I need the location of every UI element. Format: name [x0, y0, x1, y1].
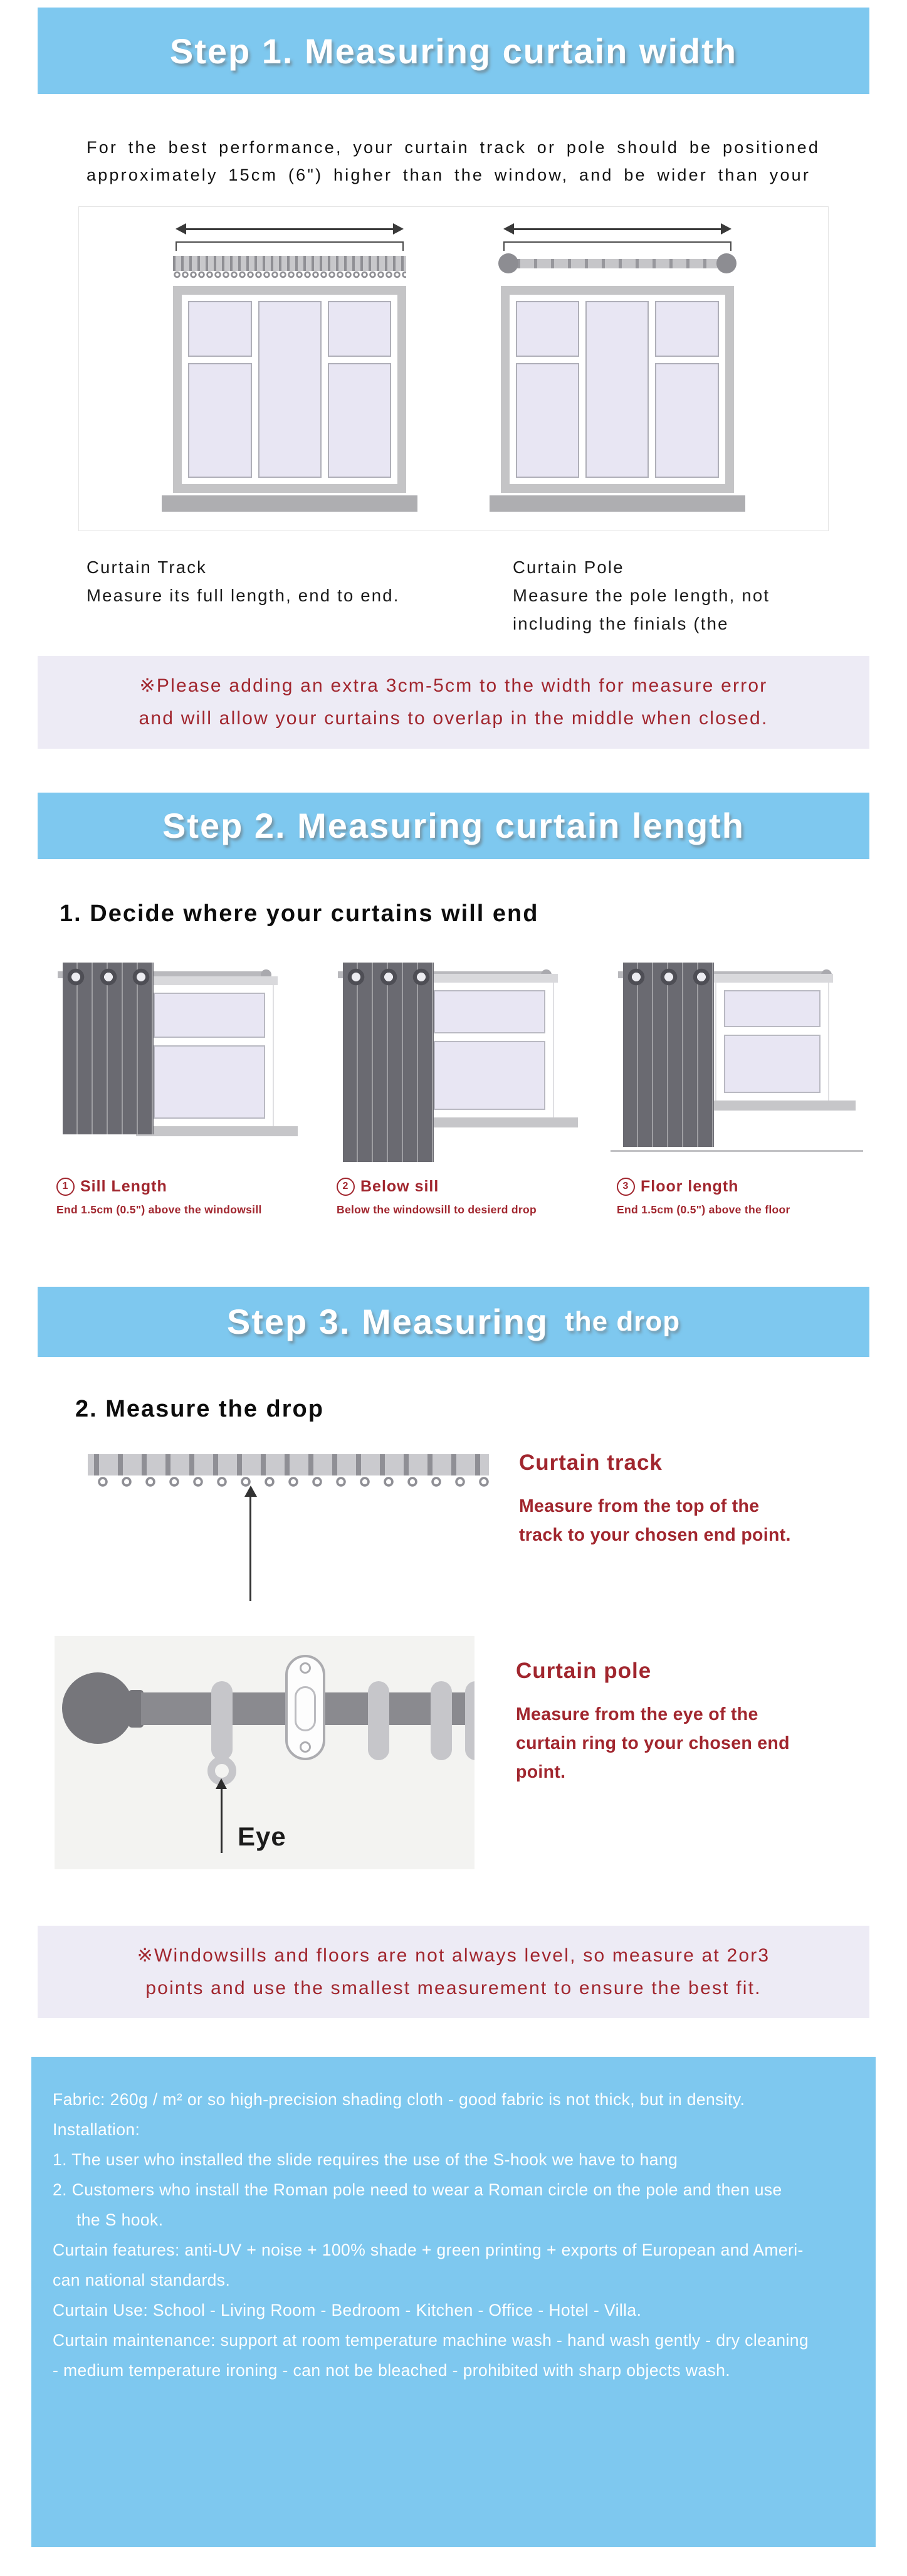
- track-drop-illustration: [88, 1450, 489, 1601]
- window-pane: [258, 301, 322, 478]
- step1-intro-line2: approximately 15cm (6") higher than the window, and be wider than your: [87, 165, 811, 184]
- curtain-track-graphic: [88, 1454, 489, 1475]
- option-description: Below the windowsill to desierd drop: [337, 1203, 537, 1216]
- track-caption: [87, 554, 475, 638]
- window-pane: [434, 1041, 545, 1110]
- curtain-length-options: [50, 953, 863, 1217]
- option-below-sill: [330, 953, 583, 1217]
- option-label: Floor length: [641, 1177, 739, 1195]
- window-pane: [188, 301, 251, 357]
- circled-number-icon: 3: [617, 1178, 635, 1196]
- track-instructions: [519, 1450, 791, 1601]
- level-warning-line1: ※Windowsills and floors are not always level, so measure at 2or3: [137, 1945, 770, 1966]
- step3-title-suffix: the drop: [565, 1306, 681, 1337]
- option-sill-length: [50, 953, 303, 1217]
- up-arrow-icon: [221, 1788, 223, 1853]
- window-pane: [328, 301, 391, 357]
- level-warning-line2: points and use the smallest measurement to ensure the best fit.: [145, 1977, 762, 1998]
- eye-label: Eye: [238, 1821, 286, 1851]
- step1-header-band: [38, 8, 869, 94]
- curtain-graphic: [343, 963, 434, 1162]
- step1-intro-paragraph: [87, 134, 869, 189]
- circled-number-icon: 2: [337, 1178, 355, 1196]
- detail-line-use: Curtain Use: School - Living Room - Bedroom - Kitchen - Office - Hotel - Villa.: [53, 2301, 642, 2320]
- windowsill-graphic: [162, 495, 417, 512]
- pole-desc-line1: Measure from the eye of the: [516, 1704, 758, 1724]
- bracket-slot-graphic: [295, 1686, 316, 1731]
- option-floor-length: [611, 953, 863, 1217]
- window-pane: [154, 993, 265, 1038]
- detail-line-fabric: Fabric: 260g / m² or so high-precision shading cloth - good fabric is not thick, but in density.: [53, 2090, 745, 2109]
- windowsill-graphic: [136, 1126, 298, 1136]
- windowsill-graphic: [709, 1101, 856, 1111]
- curtain-track-graphic: [173, 256, 406, 271]
- track-instructions-body: [519, 1492, 791, 1549]
- window-column-right: [328, 301, 391, 478]
- width-arrow-icon: [506, 228, 729, 230]
- floor-length-illustration: [611, 953, 863, 1163]
- detail-line-installation: Installation:: [53, 2120, 140, 2140]
- step2-subheading: 1. Decide where your curtains will end: [60, 900, 539, 927]
- pole-drop-illustration: [55, 1636, 474, 1869]
- option-description: End 1.5cm (0.5") above the windowsill: [56, 1203, 262, 1216]
- pole-caption: [513, 554, 864, 638]
- pole-caption-title: Curtain Pole: [513, 557, 624, 578]
- window-pane: [585, 301, 649, 478]
- detail-line-maintenance-2: - medium temperature ironing - can not be bleached - prohibited with sharp objects wash.: [53, 2361, 731, 2380]
- pole-instructions-body: [516, 1700, 790, 1787]
- step1-intro-line1: For the best performance, your curtain track or pole should be positioned: [87, 138, 820, 157]
- window-pane: [724, 990, 820, 1028]
- curtain-pole-row: [517, 256, 718, 271]
- window-pane: [188, 363, 251, 478]
- window-pane: [434, 990, 545, 1033]
- curtain-ring-graphic: [211, 1681, 233, 1760]
- curtain-graphic: [63, 963, 154, 1134]
- window-pane: [328, 363, 391, 478]
- window-pane: [154, 1045, 265, 1119]
- circled-number-icon: 1: [56, 1178, 75, 1196]
- window-column-middle: [258, 301, 322, 478]
- pole-instructions: [516, 1636, 790, 1869]
- finial-graphic: [62, 1672, 134, 1744]
- curtain-ring-graphic: [431, 1681, 452, 1760]
- detail-line-install-2b: the S hook.: [76, 2210, 164, 2230]
- window-graphic: [426, 983, 553, 1117]
- window-pane: [516, 363, 579, 478]
- measure-bracket-icon: [503, 241, 731, 251]
- pole-instructions-title: Curtain pole: [516, 1658, 652, 1683]
- track-caption-title: Curtain Track: [87, 557, 207, 578]
- detail-line-install-2: 2. Customers who install the Roman pole need to wear a Roman circle on the pole and then use: [53, 2180, 782, 2200]
- option-title: [56, 1178, 303, 1196]
- window-graphic: [146, 985, 273, 1126]
- curtain-pole-graphic: [517, 259, 718, 268]
- step3-title: Step 3. Measuring: [226, 1302, 549, 1342]
- option-title: [617, 1178, 863, 1196]
- track-instructions-title: Curtain track: [519, 1450, 663, 1475]
- pole-caption-line1: Measure the pole length, not: [513, 586, 770, 606]
- detail-line-install-1: 1. The user who installed the slide requires the use of the S-hook we have to hang: [53, 2150, 678, 2170]
- window-column-left: [516, 301, 579, 478]
- window-graphic: [173, 286, 406, 493]
- track-desc-line1: Measure from the top of the: [519, 1496, 760, 1516]
- up-arrow-icon: [249, 1496, 251, 1601]
- step1-title: Step 1. Measuring curtain width: [169, 31, 738, 71]
- floor-line-graphic: [611, 1150, 863, 1152]
- window-column-left: [188, 301, 251, 478]
- pole-caption-line2: including the finials (the: [513, 614, 729, 634]
- measure-bracket-icon: [176, 241, 404, 251]
- step2-title: Step 2. Measuring curtain length: [162, 806, 745, 846]
- window-graphic: [716, 983, 827, 1101]
- window-pane: [655, 301, 718, 357]
- pole-desc-line3: point.: [516, 1762, 566, 1782]
- option-title: [337, 1178, 583, 1196]
- option-label: Below sill: [360, 1177, 439, 1195]
- width-warning-line1: ※Please adding an extra 3cm-5cm to the width for measure error: [139, 675, 768, 696]
- measure-track-row: [88, 1450, 907, 1601]
- width-arrow-icon: [178, 228, 401, 230]
- windowsill-graphic: [490, 495, 745, 512]
- step1-diagrams-panel: [78, 206, 829, 531]
- window-graphic: [501, 286, 734, 493]
- measure-pole-row: [55, 1636, 907, 1869]
- option-label: Sill Length: [80, 1177, 167, 1195]
- below-sill-illustration: [330, 953, 583, 1163]
- track-desc-line2: track to your chosen end point.: [519, 1524, 791, 1545]
- curtain-track-diagram: [173, 223, 406, 512]
- step3-header-band: [38, 1287, 869, 1357]
- detail-line-maintenance: Curtain maintenance: support at room temperature machine wash - hand wash gently - dry cleaning: [53, 2331, 809, 2350]
- step1-captions: [87, 554, 907, 638]
- track-caption-body: Measure its full length, end to end.: [87, 586, 400, 606]
- option-description: End 1.5cm (0.5") above the floor: [617, 1203, 790, 1216]
- window-pane: [655, 363, 718, 478]
- step3-subheading: 2. Measure the drop: [75, 1395, 324, 1422]
- width-warning-line2: and will allow your curtains to overlap in the middle when closed.: [139, 707, 768, 729]
- pole-desc-line2: curtain ring to your chosen end: [516, 1733, 790, 1753]
- window-column-middle: [585, 301, 649, 478]
- window-pane: [516, 301, 579, 357]
- windowsill-graphic: [416, 1117, 578, 1127]
- curtain-pole-diagram: [501, 223, 734, 512]
- detail-line-features: Curtain features: anti-UV + noise + 100% shade + green printing + exports of European and Ameri-: [53, 2241, 804, 2260]
- curtain-ring-graphic: [465, 1681, 474, 1760]
- curtain-graphic: [623, 963, 714, 1147]
- window-column-right: [655, 301, 718, 478]
- level-warning-banner: [38, 1926, 869, 2019]
- detail-line-features-2: can national standards.: [53, 2271, 231, 2290]
- product-details-panel: [31, 2057, 876, 2547]
- width-warning-banner: [38, 656, 869, 749]
- curtain-ring-graphic: [368, 1681, 389, 1760]
- sill-length-illustration: [50, 953, 303, 1163]
- window-pane: [724, 1035, 820, 1092]
- step2-header-band: [38, 793, 869, 859]
